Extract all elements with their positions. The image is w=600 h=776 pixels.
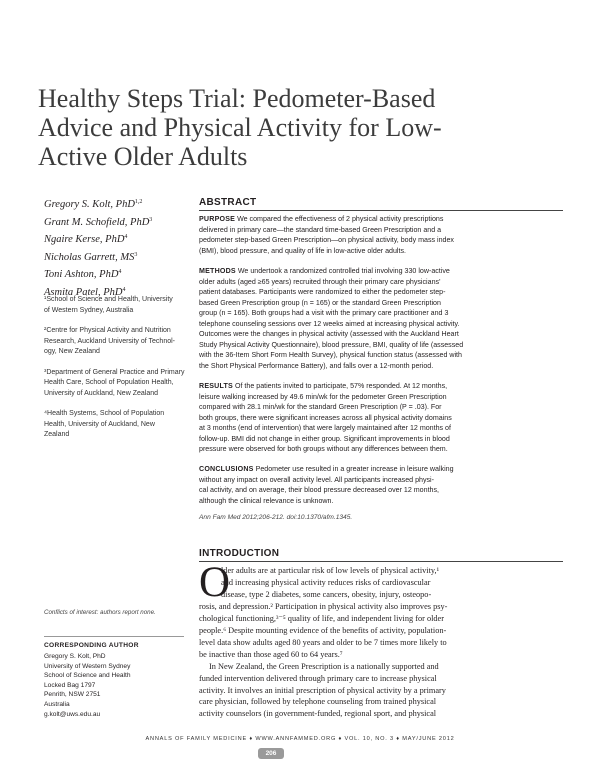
article-title [38, 84, 478, 171]
author: Ngaire Kerse, PhD$^4$ [44, 234, 128, 246]
abstract-conclusions: CONCLUSIONS Pedometer use resulted in a greater increase in leisure walking without any impact on overall activity level. All participants increased physi- cal activity, and on average, their blood pressure decreased over 12 months, although the clinical relevance is unknown. [199, 465, 454, 505]
abstract-purpose: PURPOSE We compared the effectiveness of 2 physical activity prescriptions delivered in primary care—the standard time-based Green Prescription and a pedometer step-based Green Prescription—on physical activity, body mass index (BMI), blood pressure, and quality of life in low-active older adults. [199, 215, 454, 255]
affiliation: ¹School of Science and Health, University of Western Sydney, Australia [44, 296, 173, 314]
abstract-results: RESULTS Of the patients invited to participate, 57% responded. At 12 months, leisure walking increased by 49.6 min/wk for the pedometer Green Prescription compared with 28.1 min/wk for the standard Green Prescription (P = .03). For both groups, there were significant increases across all physical activity domains at 3 months (end of intervention) that were largely maintained after 12 months of follow-up. BMI did not change in either group. Significant improvements in blood pressure were observed for both groups without any differences between them. [199, 382, 452, 454]
drop-cap: O [199, 559, 231, 606]
author: Toni Ashton, PhD$^4$ [44, 269, 122, 281]
article-citation: Ann Fam Med 2012;206-212. doi:10.1370/afm.1345. [199, 514, 353, 521]
affiliation: ³Department of General Practice and Primary Health Care, School of Population Health, University of Auckland, New Zealand [44, 368, 185, 397]
conflicts-of-interest: Conflicts of interest: authors report none. [44, 609, 156, 616]
author: Asmita Patel, PhD$^4$ [44, 286, 126, 298]
journal-footer: ANNALS OF FAMILY MEDICINE ♦ WWW.ANNFAMMED.ORG ♦ VOL. 10, NO. 3 ♦ MAY/JUNE 2012 [145, 736, 455, 742]
introduction-heading: INTRODUCTION [199, 548, 563, 562]
affiliation: ²Centre for Physical Activity and Nutrition Research, Auckland University of Technol- ogy, New Zealand [44, 327, 175, 355]
title-line: Healthy Steps Trial: Pedometer-Based [38, 84, 436, 113]
title-line: Advice and Physical Activity for Low- [38, 113, 442, 142]
affiliation: ⁴Health Systems, School of Population Health, University of Auckland, New Zealand [44, 410, 165, 438]
author: Grant M. Schofield, PhD$^3$ [44, 216, 153, 228]
abstract-heading: ABSTRACT [199, 197, 563, 211]
corresponding-author-address: Gregory S. Kolt, PhD University of Western Sydney School of Science and Health Locked Bag 1797 Penrith, NSW 2751 Australia g.kolt@uws.edu.au [44, 653, 131, 718]
corresponding-author-heading: CORRESPONDING AUTHOR [44, 642, 139, 649]
affiliations [44, 295, 189, 451]
author-list [44, 194, 184, 300]
divider [44, 636, 184, 637]
email-link[interactable]: g.kolt@uws.edu.au [44, 710, 101, 718]
author: Nicholas Garrett, $MS^3$ [44, 251, 138, 263]
introduction-text: lder adults are at particular risk of low levels of physical activity,¹ and increasing physical activity reduces risks of cardiovascular disease, type 2 diabetes, some cancers, obesity, injury, osteopo- rosis, and depression.² Participation in physical activity also improves psy- chological functioning,³⁻⁵ quality of life, and independent living for older people.⁶ Despite mounting evidence of the benefits of activity, population- level data show adults aged 80 years and older to be 7 times more likely to be inactive than those aged 60 to 64 years.⁷ In New Zealand, the Green Prescription is a nationally supported and funded intervention delivered through primary care to increase physical activity. It involves an initial prescription of physical activity by a primary care physician, followed by telephone counseling from trained physical activity counselors (in government-funded, regional sport, and physical [199, 566, 448, 719]
page-number: 206 [258, 748, 284, 759]
abstract-methods: METHODS We undertook a randomized controlled trial involving 330 low-active older adults (aged ≥65 years) recruited through their primary care physicians' patient databases. Participants were randomized to either the pedometer step- based Green Prescription group (n = 165) or the standard Green Prescription group (n = 165). Both groups had a visit with the primary care practitioner and 3 telephone counseling sessions over 12 weeks aimed at increasing physical activity. Outcomes were the changes in physical activity (assessed with the Auckland Heart Study Physical Activity Questionnaire), blood pressure, BMI, quality of life (assessed with the 36-Item Short Form Health Survey), physical function status (assessed with the Short Physical Performance Battery), and falls over a 12-month period. [199, 267, 464, 370]
title-line: Active Older Adults [38, 142, 248, 171]
author: Gregory S. Kolt, PhD$^{1,2}$ [44, 199, 143, 210]
